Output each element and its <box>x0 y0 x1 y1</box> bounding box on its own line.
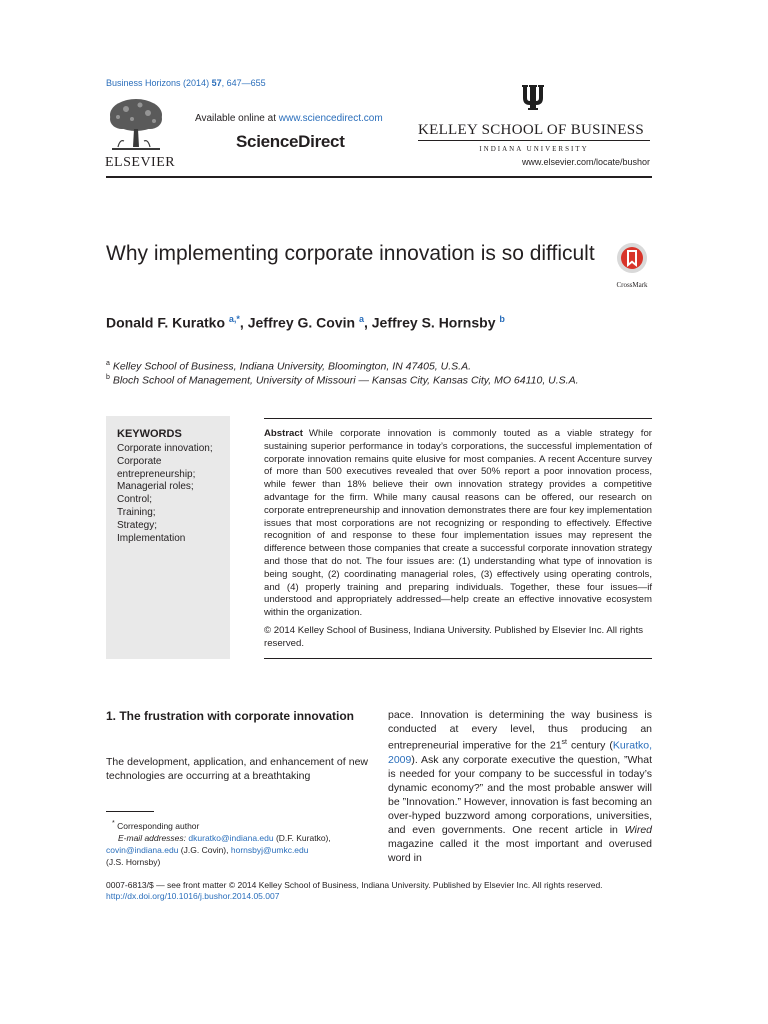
author-separator: , <box>363 314 372 331</box>
keywords-list <box>117 443 227 545</box>
email-link-covin[interactable]: covin@indiana.edu <box>106 844 179 855</box>
trident-icon <box>520 82 546 112</box>
body-paragraph-left: The development, application, and enhancement of new technologies are occurring at a breathtaking <box>106 756 368 782</box>
keyword-item: Managerial roles; <box>117 481 194 493</box>
author-list <box>106 314 505 331</box>
affiliation-label: b <box>106 374 110 381</box>
section-heading: 1. The frustration with corporate innovation <box>106 709 355 723</box>
front-matter-notice: 0007-6813/$ — see front matter © 2014 Kelley School of Business, Indiana University. Published by Elsevier Inc. All rights reserved. <box>106 880 603 890</box>
abstract-copyright: © 2014 Kelley School of Business, Indiana University. Published by Elsevier Inc. All rights reserved. <box>264 625 644 649</box>
abstract-top-rule <box>264 418 652 419</box>
journal-url[interactable]: www.elsevier.com/locate/bushor <box>521 157 650 167</box>
abstract-bottom-rule <box>264 658 652 659</box>
body-text: century ( <box>567 739 613 752</box>
kelley-school-name: KELLEY SCHOOL OF BUSINESS <box>418 122 644 138</box>
author-name: Jeffrey G. Covin <box>247 314 356 331</box>
abstract-body: While corporate innovation is commonly touted as a viable strategy for sustaining superior performance in today’s corporations, the successful implementation of corporate innovation remains quite elusive for most companies. A recent Accenture survey of more than 500 executives revealed that over 50% report a poor innovation process, while fewer than 18% believe their own innovation strategy provides a competitive advantage for the firm. While many causal reasons can be offered, our research on corporate entrepreneurship and innovation demonstrates there are four key implementation issues that most corporations are not recognizing or responding to effectively. Effective recognition of and response to these four implementation issues may represent the difference between those companies that create a successful corporate innovation strategy and those that do not. The four issues are: (1) understanding what type of innovation is being sought, (2) coordinating managerial roles, (3) effectively using operating controls, and (4) properly training and preparing individuals. Together, these four issues—if understood and appropriately addressed—help create an effective innovative ecosystem within the organization. <box>264 428 652 619</box>
keyword-item: Implementation <box>117 532 186 544</box>
abstract-label: Abstract <box>264 428 303 439</box>
affiliation-b <box>106 374 579 387</box>
email-link-hornsby[interactable]: hornsbyj@umkc.edu <box>230 844 309 855</box>
article-title: Why implementing corporate innovation is so difficult <box>106 242 595 265</box>
keyword-item: Strategy; <box>117 519 158 531</box>
keywords-heading: KEYWORDS <box>117 428 182 440</box>
email-addresses <box>106 832 368 844</box>
ordinal-suffix: st <box>561 739 567 746</box>
crossmark-icon <box>612 242 652 276</box>
journal-year[interactable]: (2014) <box>183 78 210 88</box>
footnotes <box>106 817 368 868</box>
indiana-university-name: INDIANA UNIVERSITY <box>479 145 589 153</box>
body-text: ). Ask any corporate executive the question, ”What is needed for your company to be successful in today’s dynamic economy?” and the most probable answer will be ”Innovation.” However, innovation is fast becoming an over-hyped buzzword among corporations, universities, and even governments. One recent article in <box>388 753 652 836</box>
affiliation-text: Kelley School of Business, Indiana University, Bloomington, IN 47405, U.S.A. <box>112 360 471 373</box>
author-separator: , <box>239 314 248 331</box>
keyword-item: Corporate entrepreneurship; <box>117 455 196 480</box>
keywords-box <box>106 416 230 659</box>
author-name: Donald F. Kuratko <box>106 314 226 331</box>
keyword-item: Corporate innovation; <box>117 443 213 454</box>
elsevier-tree-logo <box>104 95 168 153</box>
citation-link[interactable]: Kuratko, 2009 <box>388 739 653 766</box>
abstract <box>264 428 652 620</box>
body-text: magazine called it the most important and overused word in <box>388 837 652 864</box>
journal-volume[interactable]: 57 <box>211 78 222 88</box>
kelley-divider <box>418 140 650 141</box>
corresponding-author-note <box>106 817 368 832</box>
author-affil-mark[interactable]: a <box>358 314 364 324</box>
email-addresses-cont <box>106 844 368 856</box>
email-owner-line: (J.S. Hornsby) <box>106 856 161 867</box>
journal-name[interactable]: Business Horizons <box>106 78 181 88</box>
header-divider <box>106 176 652 178</box>
sciencedirect-logo: ScienceDirect <box>236 132 345 151</box>
body-text: pace. Innovation is determining the way business is conducted at every level, thus producing an entrepreneurial imperative for the 21 <box>388 709 652 752</box>
available-prefix: Available online at <box>195 113 279 124</box>
available-online-text <box>195 113 383 124</box>
journal-pages[interactable]: , 647—655 <box>221 78 266 88</box>
author-affil-mark[interactable]: a,* <box>228 314 240 324</box>
footnote-rule <box>106 811 154 812</box>
sciencedirect-link[interactable]: www.sciencedirect.com <box>278 113 383 124</box>
affiliation-text: Bloch School of Management, University of Missouri — Kansas City, Kansas City, MO 64110, U.S.A. <box>112 374 579 387</box>
email-link-kuratko[interactable]: dkuratko@indiana.edu <box>188 832 274 843</box>
crossmark-label: CrossMark <box>616 281 648 289</box>
keyword-item: Control; <box>117 494 153 506</box>
corresponding-author-label: Corresponding author <box>117 820 200 831</box>
footnote-mark: * <box>112 819 115 827</box>
email-owner: (D.F. Kuratko), <box>273 832 331 843</box>
email-owner: (J.G. Covin), <box>178 844 231 855</box>
affiliation-a <box>106 360 471 373</box>
author-name: Jeffrey S. Hornsby <box>371 314 496 331</box>
crossmark-badge[interactable] <box>612 242 652 289</box>
magazine-title: Wired <box>624 823 652 836</box>
email-label: E-mail addresses: <box>118 832 187 843</box>
doi-link[interactable]: http://dx.doi.org/10.1016/j.bushor.2014.05.007 <box>106 891 280 901</box>
author-affil-mark[interactable]: b <box>499 314 505 324</box>
elsevier-wordmark: ELSEVIER <box>105 155 176 170</box>
body-paragraph-right <box>388 708 652 865</box>
keyword-item: Training; <box>117 506 156 518</box>
journal-citation[interactable] <box>106 78 266 88</box>
affiliation-label: a <box>106 360 110 367</box>
